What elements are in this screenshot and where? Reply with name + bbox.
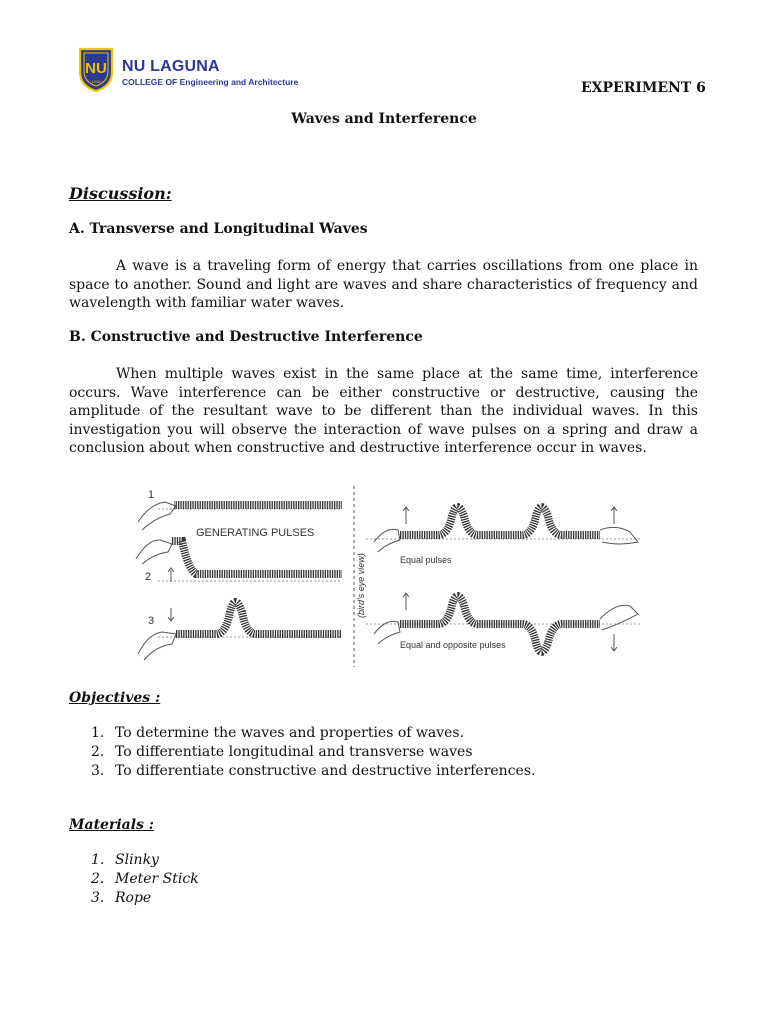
hand-icon <box>374 621 400 644</box>
objectives-list <box>69 724 535 781</box>
list-item: 3. Rope <box>91 890 152 906</box>
list-item: 1. To determine the waves and properties of waves. <box>91 725 465 741</box>
spring-step-3 <box>176 602 342 634</box>
list-item: 2. To differentiate longitudinal and transverse waves <box>91 744 473 760</box>
birds-eye-view-label: (bird's eye view) <box>356 553 366 618</box>
hand-icon <box>138 502 176 530</box>
hand-icon <box>600 527 638 544</box>
experiment-label: EXPERIMENT 6 <box>581 80 706 96</box>
document-title: Waves and Interference <box>291 111 477 127</box>
svg-text:NU: NU <box>85 60 107 77</box>
step-3-label: 3 <box>148 615 155 627</box>
brand-subtitle: COLLEGE OF Engineering and Architecture <box>122 77 299 87</box>
list-item: 2. Meter Stick <box>91 871 199 887</box>
nu-laguna-logo <box>77 46 115 92</box>
brand-name: NU LAGUNA <box>122 58 220 75</box>
section-a-paragraph: A wave is a traveling form of energy that carries oscillations from one place in space to another. Sound and light are waves and share characteristics of frequency and wavelength with familiar water waves. <box>69 258 698 311</box>
spring-step-2 <box>172 541 342 574</box>
discussion-heading: Discussion: <box>69 184 172 203</box>
objectives-heading: Objectives : <box>69 690 161 706</box>
list-item: 1. Slinky <box>91 852 159 868</box>
materials-list <box>69 851 199 908</box>
step-1-label: 1 <box>148 489 155 501</box>
materials-heading: Materials : <box>69 817 154 833</box>
hand-icon <box>138 632 176 660</box>
equal-pulses-label: Equal pulses <box>400 555 452 565</box>
hand-icon <box>600 605 638 630</box>
step-2-label: 2 <box>145 571 152 583</box>
section-a-heading: A. Transverse and Longitudinal Waves <box>69 221 368 237</box>
list-item: 3. To differentiate constructive and destructive interferences. <box>91 763 536 779</box>
section-b-heading: B. Constructive and Destructive Interference <box>69 329 423 345</box>
hand-icon <box>374 529 400 552</box>
wave-pulses-figure <box>130 484 645 669</box>
svg-text:1900: 1900 <box>91 79 101 84</box>
generating-pulses-label: GENERATING PULSES <box>196 527 315 539</box>
section-b-paragraph: When multiple waves exist in the same place at the same time, interference occurs. Wave interference can be either constructive or destructive, causing the amplitude of the resultant wave to be different than the individual waves. In this investigation you will observe the interaction of wave pulses on a spring and draw a conclusion about when constructive and destructive interference occur in waves. <box>69 366 698 456</box>
opposite-pulses-label: Equal and opposite pulses <box>400 640 506 650</box>
spring-step-1 <box>174 501 342 509</box>
hand-icon <box>136 540 172 564</box>
spring-equal-pulses <box>400 507 600 535</box>
